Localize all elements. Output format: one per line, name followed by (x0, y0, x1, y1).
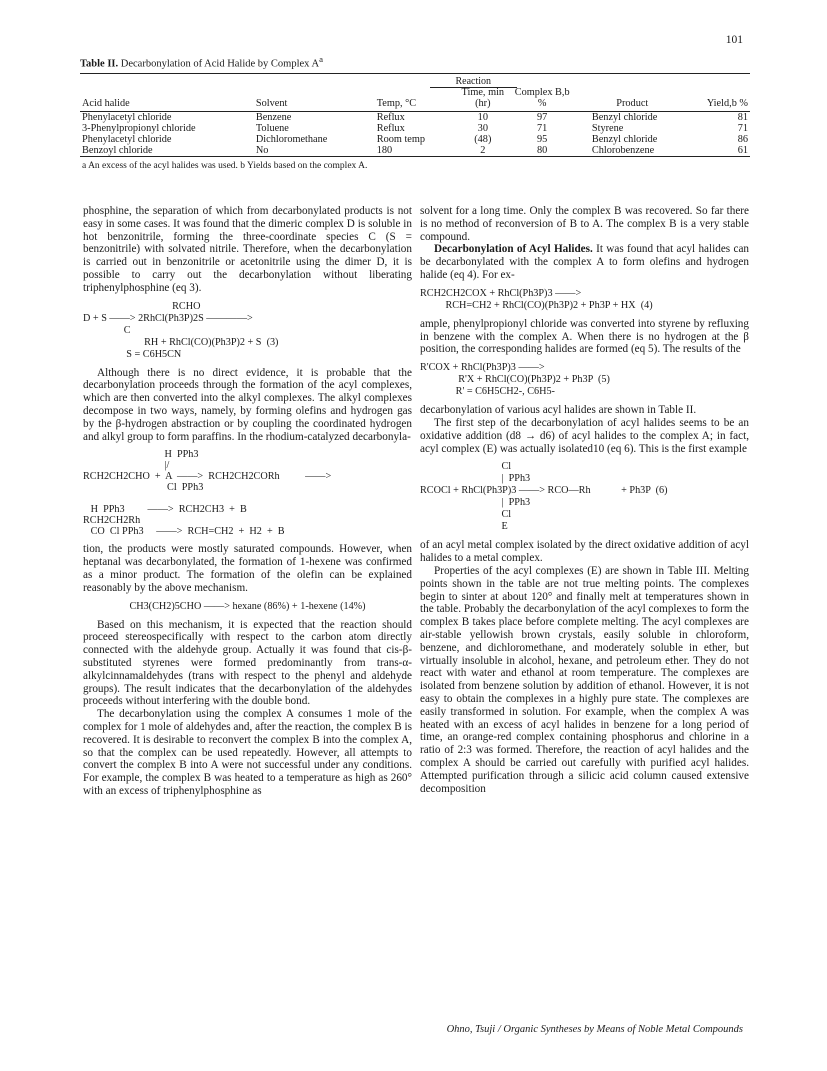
equation-4: RCH2CH2COX + RhCl(Ph3P)3 ——> RCH=CH2 + RhCl(CO)(Ph3P)2 + Ph3P + HX (4) (420, 287, 653, 311)
cell-temp: 180 (376, 144, 393, 156)
cell-yield: 86 (737, 133, 748, 145)
left-column (83, 205, 412, 798)
table-footnote: a An excess of the acyl halides was used. b Yields based on the complex A. (82, 160, 368, 171)
table-caption (80, 54, 750, 70)
paragraph: The first step of the decarbonylation of acyl halides seems to be an oxidative addition (d8 → d6) of acyl halides to the complex A; in fact, acyl complex (E) was actually isolated10 (eq 6). This is the first example (420, 416, 749, 455)
cell-time: 2 (480, 144, 486, 156)
decarbonylation-table (80, 73, 750, 159)
cell-solvent: Benzene (255, 111, 292, 123)
paragraph: ample, phenylpropionyl chloride was converted into styrene by refluxing in benzene with the complex A. When there is no hydrogen at the β position, the corresponding halides are formed (eq 5). The results of the (420, 317, 749, 356)
header-temp: Temp, °C (375, 87, 453, 112)
paragraph: phosphine, the separation of which from decarbonylated products is not easy in some cases. It was found that the dimeric complex D is soluble in hot benzonitrile, forming the three-coordinate species C (S = benzonitrile) with solvated nitrile. Therefore, when the decarbonylation is carried out in benzonitrile or acetonitrile using the dimer D, it is possible to carry out the decarbonylation without liberating triphenylphosphine (eq 3). (83, 205, 412, 294)
cell-temp: Reflux (376, 122, 405, 134)
equation-hexene: CH3(CH2)5CHO ——> hexane (86%) + 1-hexene (14%) (129, 600, 366, 612)
paragraph: Properties of the acyl complexes (E) are shown in Table III. Melting points shown in the table are not true melting points. The complexes begin to sinter at about 120° and finally melt at temperatures shown in the table. Probably the decarbonylation of the acyl complexes to form the complex B takes place before complete melting. The acyl complexes are air-stable yellowish brown crystals, easily soluble in chloroform, benzene, and dichloromethane, and moderately soluble in ether, but virtually insoluble in alcohol, hexane, and petroleum ether. They do not react with water and ethanol at room temperature. The complexes are isolated from benzene solution by addition of ethanol. However, it is not easy to obtain the complexes in a highly pure state. The complexes are easily transformed in solution. For example, when the complex A was heated with an excess of acyl halides in benzene for a long period of time, an orange-red complex containing phosphorus and chlorine in a ratio of 2:3 was formed. Therefore, the reaction of acyl halides and the complex A should be carried out carefully with purified acyl halides. Attempted purification through a silicic acid column caused extensive decomposition (420, 564, 749, 795)
header-product: Product (572, 87, 693, 112)
cell-solvent: Toluene (255, 122, 289, 134)
header-solvent: Solvent (254, 87, 375, 112)
header-acid-halide: Acid halide (80, 87, 254, 112)
cell-solvent: Dichloromethane (255, 133, 328, 145)
cell-complex-b: 71 (537, 122, 548, 134)
right-column (420, 205, 749, 795)
table-caption-note: a (319, 54, 323, 64)
paragraph: decarbonylation of various acyl halides are shown in Table II. (420, 404, 697, 417)
reaction-header: Reaction (430, 76, 518, 88)
cell-temp: Reflux (376, 111, 405, 123)
running-footer: Ohno, Tsuji / Organic Syntheses by Means of Noble Metal Compounds (446, 1024, 743, 1035)
paragraph: Based on this mechanism, it is expected that the reaction should proceed stereospecifically with respect to the carbon atom directly connected with the aldehyde group. Actually it was found that cis-β-substituted styrenes were formed predominantly from trans-α-alkylcinnamaldehydes (trans with respect to the phenyl and aldehyde groups). The result indicates that the decarbonylation of the aldehydes proceeds without interfering with the double bond. (83, 618, 412, 708)
paragraph: tion, the products were mostly saturated compounds. However, when heptanal was decarbonylated, the formation of 1-hexene was confirmed as a minor product. The formation of the olefin can be explained reasonably by the above mechanism. (83, 543, 412, 594)
cell-acid-halide: Phenylacetyl chloride (82, 111, 172, 123)
table-row (80, 111, 750, 123)
paragraph-text: It was found that acyl halides can be decarbonylated with the complex A to form olefins and hydrogen halide (eq 4). For ex- (420, 243, 749, 281)
cell-time: (48) (474, 133, 492, 145)
cell-acid-halide: Phenylacetyl chloride (82, 133, 172, 145)
cell-acid-halide: 3-Phenylpropionyl chloride (82, 122, 196, 134)
table-caption-text: Decarbonylation of Acid Halide by Complex A (120, 58, 320, 70)
page-number: 101 (725, 34, 743, 46)
header-time: Time, min (hr) (453, 87, 512, 112)
equation-6: Cl | PPh3 RCOCl + RhCl(Ph3P)3 ——> RCO—Rh + Ph3P (6) | PPh3 Cl E (420, 461, 668, 533)
header-complex-b: Complex B,b % (513, 87, 572, 112)
cell-yield: 81 (737, 111, 748, 123)
cell-time: 10 (477, 111, 488, 123)
table-ii (80, 54, 750, 171)
equation-5: R'COX + RhCl(Ph3P)3 ——> R'X + RhCl(CO)(Ph3P)2 + Ph3P (5) R' = C6H5CH2-, C6H5- (420, 362, 610, 398)
table-caption-label: Table II. (80, 58, 119, 70)
cell-product: Chlorobenzene (591, 144, 655, 156)
cell-product: Benzyl chloride (591, 133, 658, 145)
cell-temp: Room temp (376, 133, 426, 145)
cell-yield: 61 (737, 144, 748, 156)
paragraph: The decarbonylation using the complex A consumes 1 mole of the complex for 1 mole of aldehydes and, after the reaction, the complex B is recovered. It is desirable to reconvert the complex B into the complex A, so that the complex can be used repeatedly. However, all attempts to convert the complex B into A were not successful under any conditions. For example, the complex B was heated to a temperature as high as 260° with an excess of triphenylphosphine as (83, 708, 412, 797)
cell-complex-b: 97 (537, 111, 548, 123)
table-row (80, 134, 750, 145)
paragraph: solvent for a long time. Only the complex B was recovered. So far there is no method of reconversion of B to A. The complex B is a very stable compound. (420, 205, 749, 243)
cell-product: Styrene (591, 122, 624, 134)
cell-complex-b: 95 (537, 133, 548, 145)
cell-yield: 71 (737, 122, 748, 134)
mechanism-scheme: H PPh3 |/ RCH2CH2CHO + A ——> RCH2CH2CORh ——> Cl PPh3 H PPh3 ——> RCH2CH3 + B RCH2CH2Rh CO Cl PPh3 ——> RCH=CH2 + H2 + B (83, 449, 332, 538)
cell-solvent: No (255, 144, 269, 156)
paragraph: of an acyl metal complex isolated by the direct oxidative addition of acyl halides to a metal complex. (420, 539, 749, 565)
paragraph: Although there is no direct evidence, it is probable that the decarbonylation proceeds through the formation of the acyl complexes, which are then converted into the alkyl complexes. The alkyl complexes decompose in two ways, namely, by forming olefins and hydrogen gas by the β-hydrogen abstraction or by coupling the coordinated hydrogen and alkyl group to form paraffins. In the rhodium-catalyzed decarbonyla- (83, 366, 412, 443)
table-row (80, 145, 750, 157)
cell-product: Benzyl chloride (591, 111, 658, 123)
cell-complex-b: 80 (537, 144, 548, 156)
paragraph (420, 243, 749, 281)
cell-acid-halide: Benzoyl chloride (82, 144, 153, 156)
table-row (80, 123, 750, 134)
cell-time: 30 (477, 122, 488, 134)
header-yield: Yield,b % (693, 87, 750, 112)
section-heading: Decarbonylation of Acyl Halides. (434, 243, 593, 256)
equation-3: RCHO D + S ——> 2RhCl(Ph3P)2S ————> C RH + RhCl(CO)(Ph3P)2 + S (3) S = C6H5CN (83, 300, 279, 360)
